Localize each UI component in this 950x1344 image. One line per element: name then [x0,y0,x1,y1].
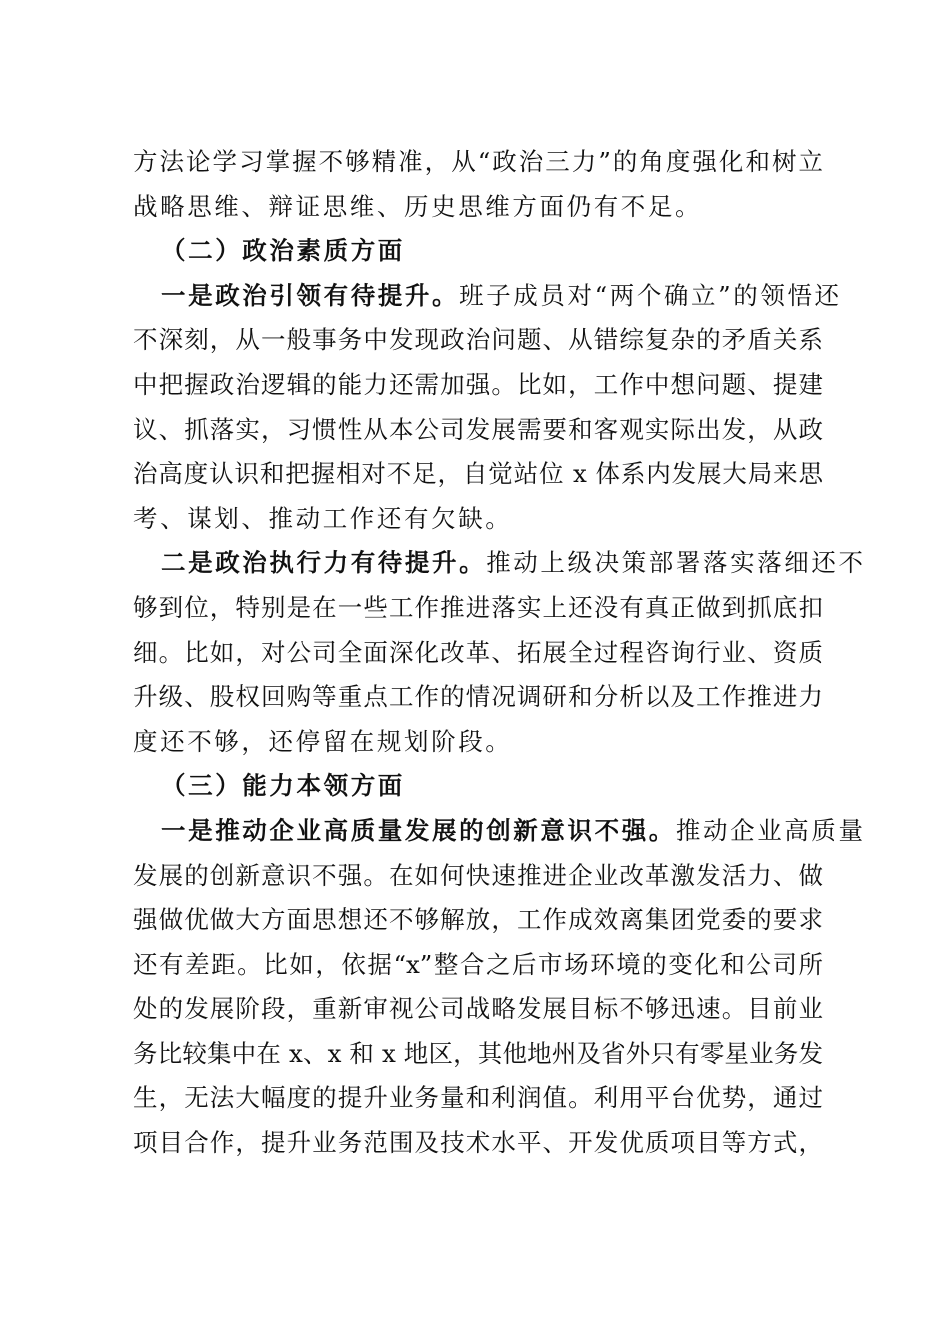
lead-phrase: 二是政治执行力有待提升。 [161,548,487,578]
paragraph-line: 细。比如，对公司全面深化改革、拓展全过程咨询行业、资质 [133,637,823,667]
paragraph-line: 够到位，特别是在一些工作推进落实上还没有真正做到抓底扣 [133,592,823,622]
document-body [133,140,866,1166]
paragraph-line: 治高度认识和把握相对不足，自觉站位 x 体系内发展大局来思 [133,459,823,489]
paragraph-line [133,274,842,319]
paragraph-line [133,541,866,586]
paragraph-line: 不深刻，从一般事务中发现政治问题、从错综复杂的矛盾关系 [133,325,823,355]
paragraph-line: 项目合作，提升业务范围及技术水平、开发优质项目等方式， [133,1128,823,1158]
paragraph-line: 中把握政治逻辑的能力还需加强。比如，工作中想问题、提建 [133,369,823,399]
paragraph-line: 处的发展阶段，重新审视公司战略发展目标不够迅速。目前业 [133,994,823,1024]
paragraph-line: 考、谋划、推动工作还有欠缺。 [133,503,513,533]
lead-phrase: 一是政治引领有待提升。 [161,280,460,310]
paragraph-line: 议、抓落实，习惯性从本公司发展需要和客观实际出发，从政 [133,414,823,444]
line-text: 推动企业高质量 [675,815,866,845]
line-text: 推动上级决策部署落实落细还不 [486,548,866,578]
paragraph-line: 发展的创新意识不强。在如何快速推进企业改革激发活力、做 [133,860,823,890]
paragraph-line: 升级、股权回购等重点工作的情况调研和分析以及工作推进力 [133,682,823,712]
paragraph-line [133,809,866,854]
section-heading-political-quality: （二）政治素质方面 [161,236,405,266]
paragraph-line: 还有差距。比如，依据“x”整合之后市场环境的变化和公司所 [133,949,823,979]
paragraph-line: 生，无法大幅度的提升业务量和利润值。利用平台优势，通过 [133,1083,823,1113]
line-text: 班子成员对“两个确立”的领悟还 [459,280,842,310]
section-heading-ability: （三）能力本领方面 [161,771,405,801]
paragraph-line: 务比较集中在 x、x 和 x 地区，其他地州及省外只有零星业务发 [133,1038,823,1068]
paragraph-line: 度还不够，还停留在规划阶段。 [133,726,513,756]
paragraph-line: 方法论学习掌握不够精准，从“政治三力”的角度强化和树立 [133,147,823,176]
paragraph-line: 强做优做大方面思想还不够解放，工作成效离集团党委的要求 [133,905,823,935]
paragraph-line: 战略思维、辩证思维、历史思维方面仍有不足。 [133,191,703,221]
lead-phrase: 一是推动企业高质量发展的创新意识不强。 [161,815,676,845]
